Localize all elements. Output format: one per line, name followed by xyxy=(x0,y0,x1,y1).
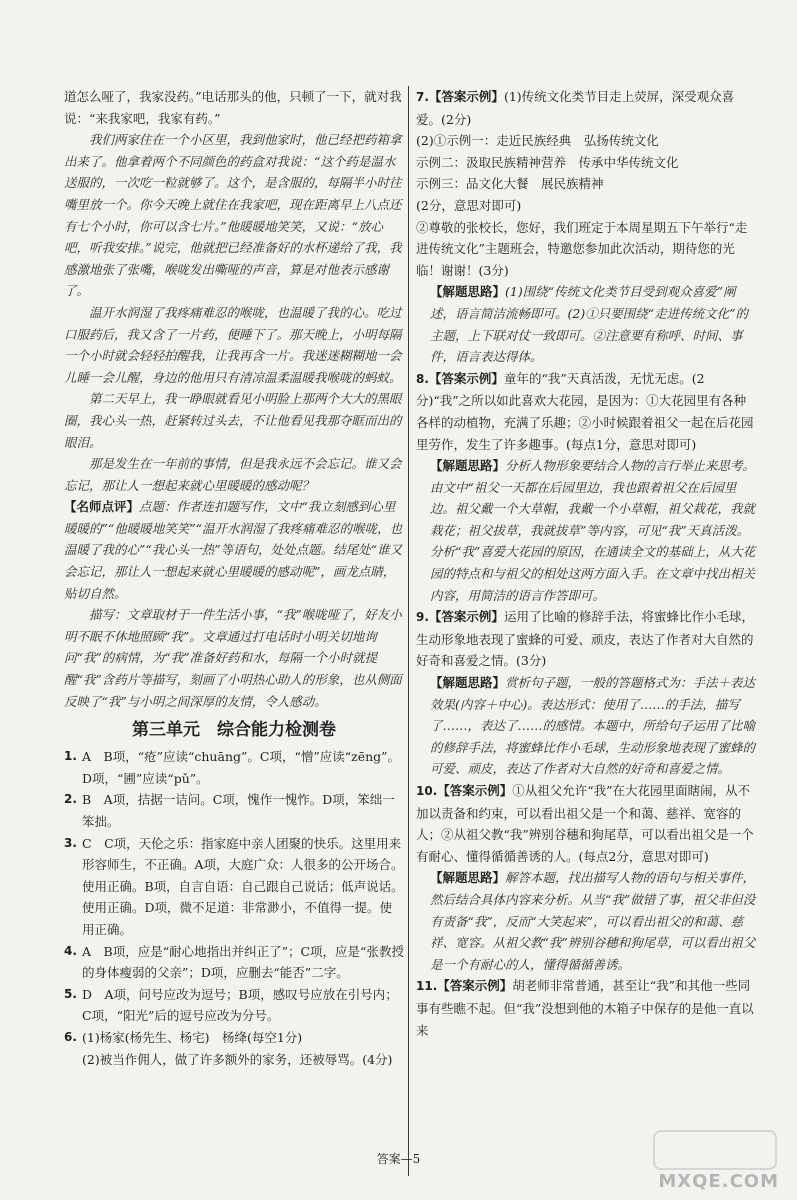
left-column xyxy=(64,86,404,1070)
column-divider xyxy=(408,86,409,1176)
q10-thinking: 【解题思路】解答本题，找出描写人物的语句与相关事件，然后结合具体内容来分析。从当“我”做错了事，祖父非但没有责备“我”，反而“大笑起来”，可以看出祖父的和蔼、慈祥、宽容。从祖父教“我”辨别谷穗和狗尾草，可以看出祖父是一个有耐心的人，懂得循循善诱。 xyxy=(430,870,756,972)
q7-line: (2分，意思对即可) xyxy=(416,197,522,213)
q11-answer: 11.【答案示例】胡老师非常普通，甚至让“我”和其他一些同事有些瞧不起。但“我”没想到他的木箱子中保存的是他一直以来 xyxy=(416,978,754,1038)
teacher-comment-2: 描写：文章取材于一件生活小事，“我”喉咙哑了，好友小明不眠不休地照顾“我”。文章通过打电话时小明关切地询问“我”的病情，为“我”准备好药和水，每隔一个小时就提醒“我”含药片等描写，刻画了小明热心助人的形象，也从侧面反映了“我”与小明之间深厚的友情，令人感动。 xyxy=(64,607,402,709)
comment-tag: 【名师点评】 xyxy=(64,499,140,515)
answer-item: 1. A B项，“疮”应读“chuāng”。C项，“憎”应读“zēng”。D项，“圃”应读“pǔ”。 xyxy=(64,749,401,786)
essay-paragraph-3: 温开水润湿了我疼痛难忍的喉咙，也温暖了我的心。吃过口服药后，我又含了一片药，便睡下了。那天晚上，小明每隔一个小时就会轻轻拍醒我，让我再含一片。我迷迷糊糊地一会儿睡一会儿醒，身边的他用只有清凉温柔温暖我喉咙的蚂蚁。 xyxy=(64,304,402,385)
teacher-comment-1: 【名师点评】点题：作者连扣题写作，文中“我立刻感到心里暖暖的”“他暖暖地笑笑”“温开水润湿了我疼痛难忍的喉咙，也温暖了我的心”“我心头一热”等语句，处处点题。结尾处“谁又会忘记，那让人一想起来就心里暖暖的感动呢”，画龙点睛，贴切自然。 xyxy=(64,499,403,601)
essay-paragraph-1: 道怎么哑了，我家没药。”电话那头的他，只顿了一下，就对我说：“来我家吧，我家有药。” xyxy=(64,89,402,126)
answer-item: 4. A B项，应是“耐心地指出并纠正了”；C项，应是“张教授的身体瘦弱的父亲”；D项，应删去“能否”二字。 xyxy=(64,943,404,981)
watermark-logo xyxy=(633,1130,783,1192)
q10-answer: 10.【答案示例】①从祖父允许“我”在大花园里面瞎闹，从不加以责备和约束，可以看出祖父是一个和蔼、慈祥、宽容的人；②从祖父教“我”辨别谷穗和狗尾草，可以看出祖父是一个有耐心、懂得循循善诱的人。(每点2分，意思对即可) xyxy=(416,783,754,864)
answer-item: 6. (1)杨家(杨先生、杨宅) 杨绛(每空1分) xyxy=(64,1029,303,1045)
answer-item: 5. D A项，问号应改为逗号；B项，感叹号应放在引号内；C项，“阳光”后的逗号应改为分号。 xyxy=(64,986,398,1024)
q8-thinking: 【解题思路】分析人物形象要结合人物的言行举止来思考。由文中“祖父一天都在后园里边，我也跟着祖父在后园里边。祖父戴一个大草帽，我戴一个小草帽，祖父栽花，我就栽花；祖父拔草，我就拔草”等内容，可见“我”天真活泼。分析“我”喜爱大花园的原因，在通读全文的基础上，从大花园的特点和与祖父的相处这两方面入手。在文章中找出相关内容，用简洁的语言作答即可。 xyxy=(430,458,756,603)
answer-item: 3. C C项，天伦之乐：指家庭中亲人团聚的快乐。这里用来形容师生，不正确。A项，大庭广众：人很多的公开场合。使用正确。B项，自言自语：自己跟自己说话；低声说话。使用正确。D项，微不足道：非常渺小，不值得一提。使用正确。 xyxy=(64,835,404,937)
q9-thinking: 【解题思路】赏析句子题，一般的答题格式为：手法＋表达效果(内容＋中心)。表达形式：使用了……的手法，描写了……，表达了……的感情。本题中，所给句子运用了比喻的修辞手法，将蜜蜂比作小毛球，生动形象地表现了蜜蜂的可爱、顽皮，表达了作者对大自然的好奇和喜爱之情。 xyxy=(430,675,756,777)
q9-answer: 9.【答案示例】运用了比喻的修辞手法，将蜜蜂比作小毛球，生动形象地表现了蜜蜂的可爱、顽皮，表达了作者对大自然的好奇和喜爱之情。(3分) xyxy=(416,609,754,669)
q7-answer: 7.【答案示例】(1)传统文化类节目走上荧屏，深受观众喜爱。(2分) xyxy=(416,89,735,127)
q7-line: ②尊敬的张校长，您好，我们班定于本周星期五下午举行“走进传统文化”主题班会，特邀您参加此次活动，期待您的光临！谢谢！(3分) xyxy=(416,219,748,278)
unit-title: 第三单元 综合能力检测卷 xyxy=(132,720,336,741)
q7-thinking: 【解题思路】(1)围绕“传统文化类节目受到观众喜爱”阐述，语言简洁流畅即可。(2)①只要围绕“走进传统文化”的主题，上下联对仗一致即可。②注意要有称呼、时间、事件，语言表达得体。 xyxy=(430,284,748,365)
q8-answer: 8.【答案示例】童年的“我”天真活泼，无忧无虑。(2分)“我”之所以如此喜欢大花园，是因为：①大花园里有各种各样的动植物，充满了乐趣；②小时候跟着祖父一起在后花园里劳作，发生了许多趣事。(每点1分，意思对即可) xyxy=(416,370,754,452)
q7-line: (2)①示例一：走近民族经典 弘扬传统文化 xyxy=(416,133,659,149)
page-number: 答案—5 xyxy=(376,1152,421,1166)
watermark-text: MXQE.COM xyxy=(658,1171,779,1192)
answer-item: 2. B A项，拮据一诘问。C项，愧作一愧怍。D项，笨绌一笨拙。 xyxy=(64,792,395,829)
q7-line: 示例三：品文化大餐 展民族精神 xyxy=(416,176,604,192)
watermark-box xyxy=(653,1130,777,1170)
right-column xyxy=(416,86,756,1041)
q7-line: 示例二：汲取民族精神营养 传承中华传统文化 xyxy=(416,154,679,170)
essay-paragraph-4: 第二天早上，我一睁眼就看见小明脸上那两个大大的黑眼圈，我心头一热，赶紧转过头去，不让他看见我那夺眶而出的眼泪。 xyxy=(64,391,402,450)
essay-paragraph-2: 我们两家住在一个小区里，我到他家时，他已经把药箱拿出来了。他拿着两个不同颜色的药盒对我说：“这个药是温水送服的，一次吃一粒就够了。这个，是含服的，每隔半小时往嘴里放一个。你今天晚上就住在我家吧，现在距离早上八点还有七个小时，你可以含七片。”他暖暖地笑笑，又说：“放心吧，听我安排。”说完，他就把已经准备好的水杯递给了我，我感激地张了张嘴，喉咙发出嘶哑的声音，算是对他表示感谢了。 xyxy=(64,132,402,299)
answer-item-6-part-2: (2)被当作佣人，做了许多额外的家务，还被辱骂。(4分) xyxy=(82,1051,393,1067)
essay-paragraph-5: 那是发生在一年前的事情，但是我永远不会忘记。谁又会忘记，那让人一想起来就心里暖暖的感动呢？ xyxy=(64,456,402,493)
